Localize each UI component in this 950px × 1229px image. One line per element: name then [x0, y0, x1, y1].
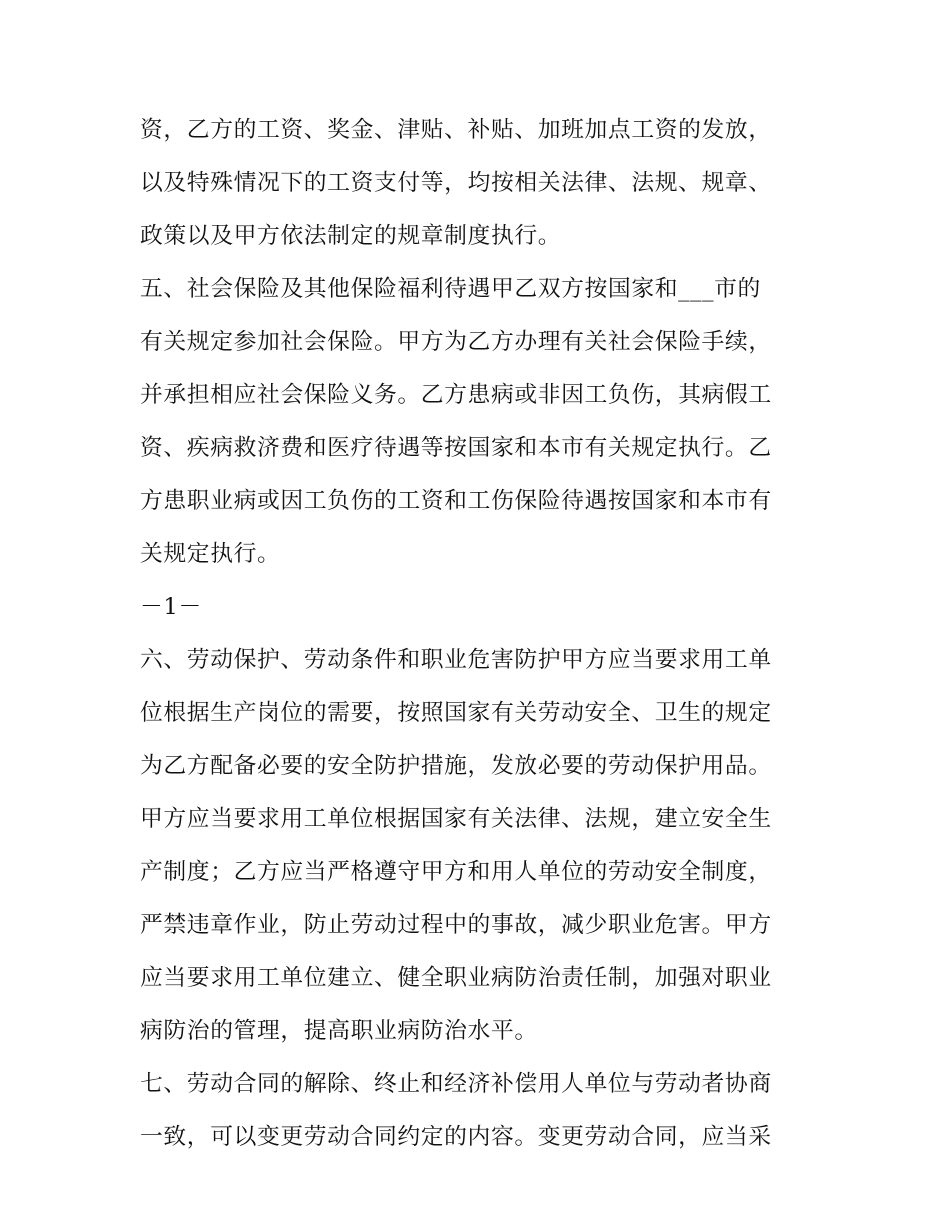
text-line: 甲方应当要求用工单位根据国家有关法律、法规，建立安全生 [140, 806, 772, 832]
text-line: 为乙方配备必要的安全防护措施，发放必要的劳动保护用品。 [140, 753, 772, 779]
text-line: 资、疾病救济费和医疗待遇等按国家和本市有关规定执行。乙 [140, 435, 772, 461]
section-4-tail [140, 104, 820, 263]
text-line: 方患职业病或因工负伤的工资和工伤保险待遇按国家和本市有 [140, 488, 772, 514]
text-line: 有关规定参加社会保险。甲方为乙方办理有关社会保险手续， [140, 329, 772, 355]
text-line: 六、劳动保护、劳动条件和职业危害防护甲方应当要求用工单 [140, 647, 772, 673]
text-line: 关规定执行。 [140, 541, 281, 567]
section-6-labor-protection [140, 634, 820, 1058]
text-line: 以及特殊情况下的工资支付等，均按相关法律、法规、规章、 [140, 170, 772, 196]
text-line: 病防治的管理，提高职业病防治水平。 [140, 1018, 538, 1044]
text-line: 严禁违章作业，防止劳动过程中的事故，减少职业危害。甲方 [140, 912, 772, 938]
text-line: 产制度；乙方应当严格遵守甲方和用人单位的劳动安全制度， [140, 859, 772, 885]
document-body [140, 104, 820, 1164]
section-7-termination [140, 1058, 820, 1164]
text-line: 并承担相应社会保险义务。乙方患病或非因工负伤，其病假工 [140, 382, 772, 408]
text-line: 应当要求用工单位建立、健全职业病防治责任制，加强对职业 [140, 965, 772, 991]
text-line: 一致，可以变更劳动合同约定的内容。变更劳动合同，应当采 [140, 1124, 772, 1150]
section-5-social-insurance [140, 263, 820, 581]
page-number: －1－ [140, 594, 202, 620]
text-line: 位根据生产岗位的需要，按照国家有关劳动安全、卫生的规定 [140, 700, 772, 726]
text-line: 七、劳动合同的解除、终止和经济补偿用人单位与劳动者协商 [140, 1071, 772, 1097]
text-line: 五、社会保险及其他保险福利待遇甲乙双方按国家和___市的 [140, 276, 761, 302]
text-line: 资，乙方的工资、奖金、津贴、补贴、加班加点工资的发放， [140, 117, 772, 143]
text-line: 政策以及甲方依法制定的规章制度执行。 [140, 223, 562, 249]
